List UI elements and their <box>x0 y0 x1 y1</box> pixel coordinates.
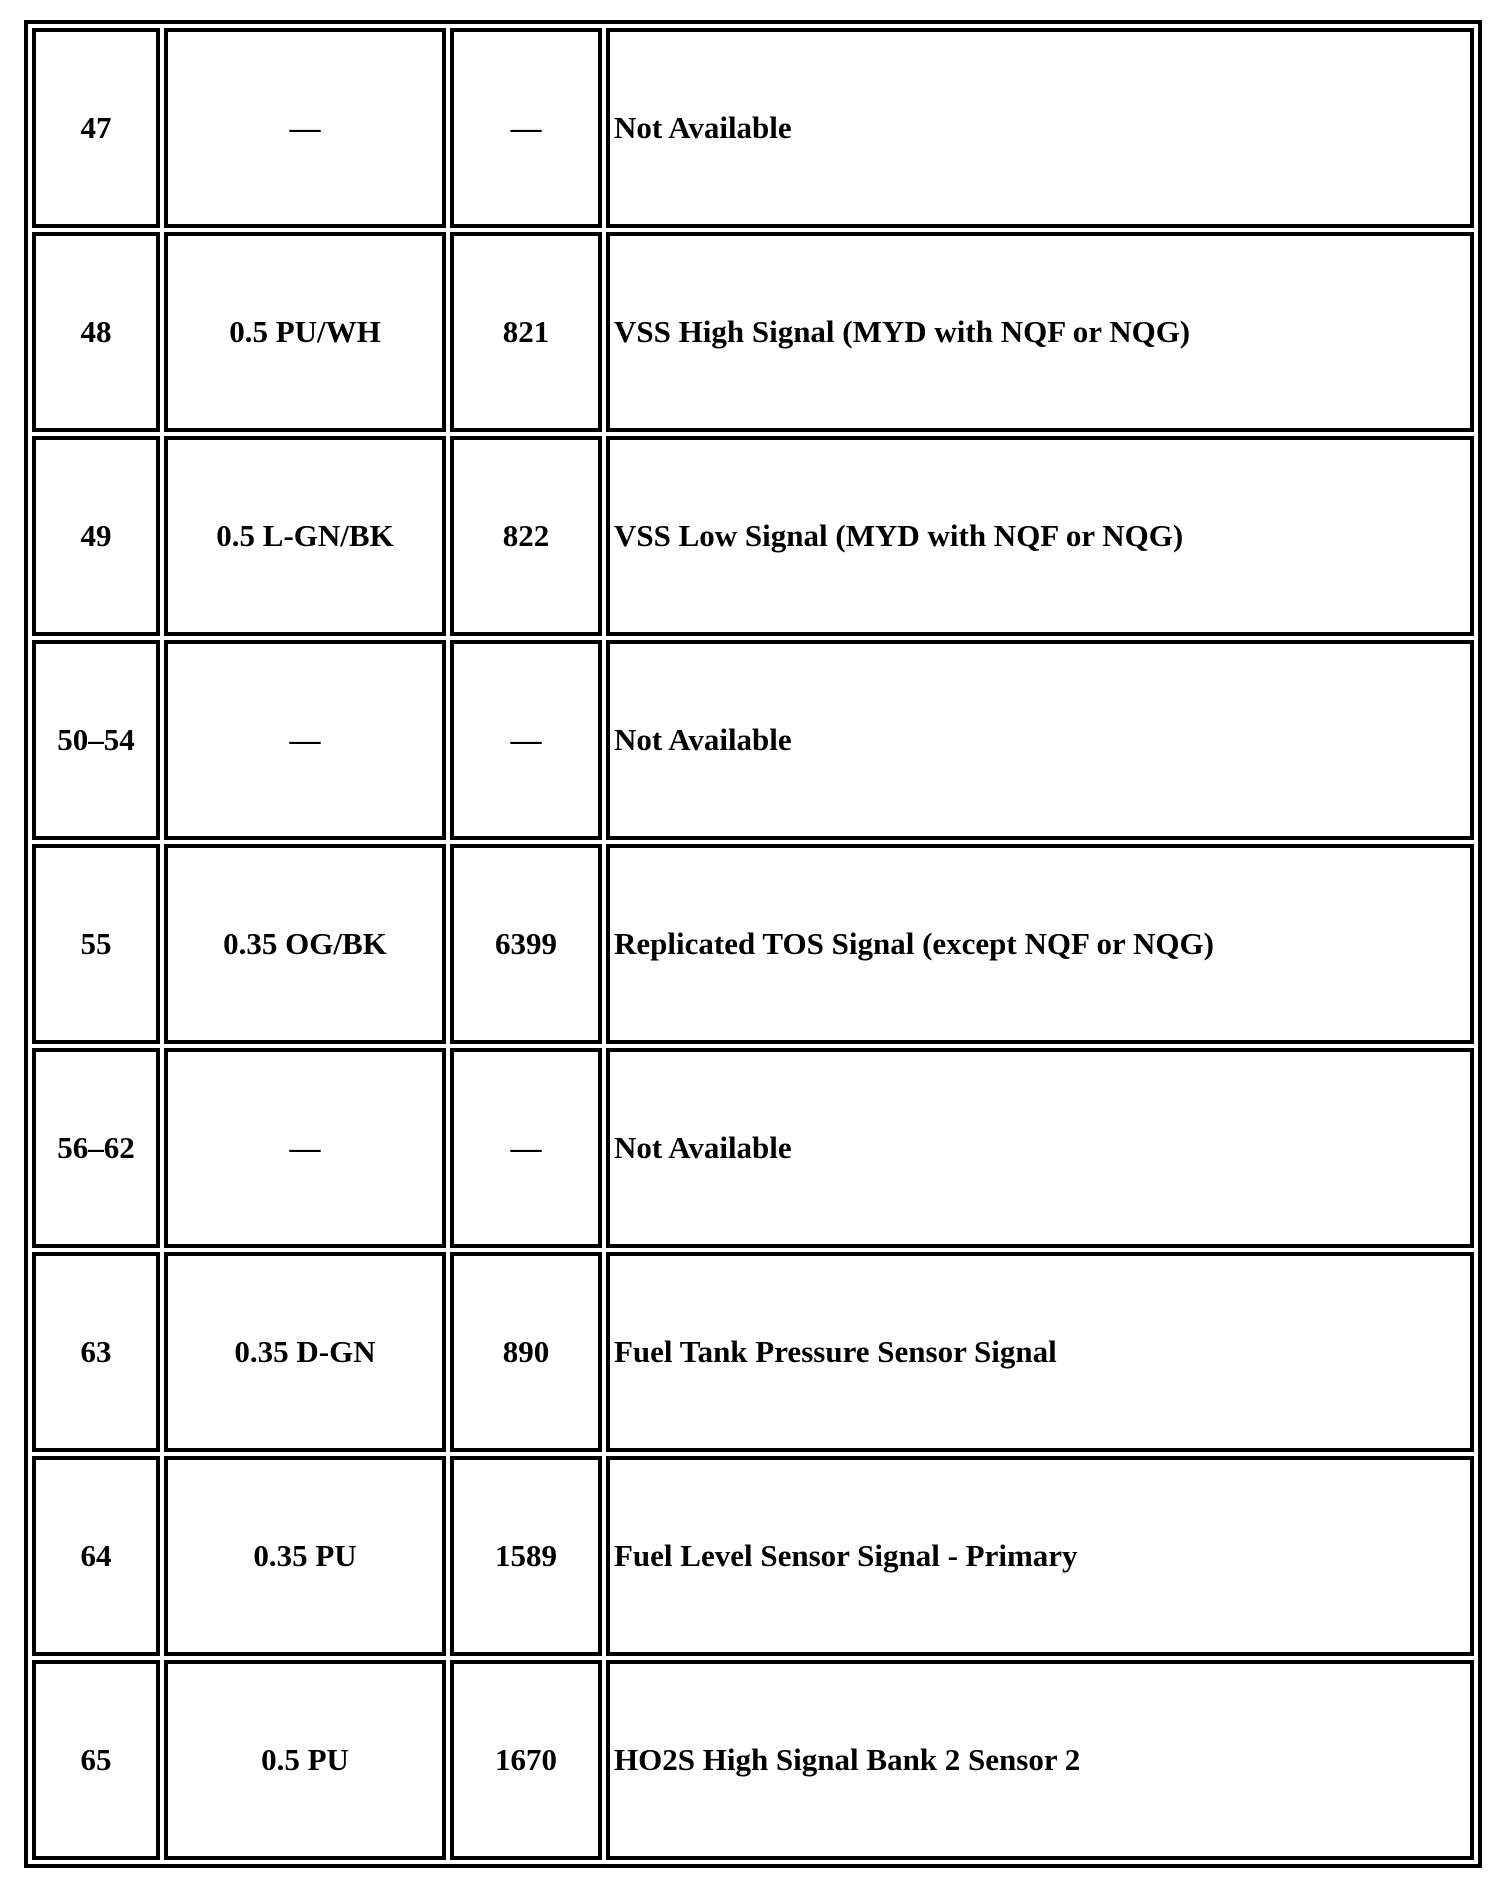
table-row <box>32 1456 1474 1656</box>
function-cell: Replicated TOS Signal (except NQF or NQG) <box>606 844 1474 1044</box>
function-cell: VSS High Signal (MYD with NQF or NQG) <box>606 232 1474 432</box>
circuit-cell: 890 <box>450 1252 602 1452</box>
circuit-cell: 822 <box>450 436 602 636</box>
function-cell: Not Available <box>606 640 1474 840</box>
wire-color-cell: 0.35 PU <box>164 1456 446 1656</box>
wire-color-cell: 0.5 PU <box>164 1660 446 1860</box>
circuit-cell: — <box>450 640 602 840</box>
circuit-cell: 821 <box>450 232 602 432</box>
circuit-cell: 6399 <box>450 844 602 1044</box>
table-row <box>32 1252 1474 1452</box>
table-row <box>32 28 1474 228</box>
table-row <box>32 844 1474 1044</box>
function-cell: VSS Low Signal (MYD with NQF or NQG) <box>606 436 1474 636</box>
circuit-cell: — <box>450 28 602 228</box>
circuit-cell: 1589 <box>450 1456 602 1656</box>
wire-color-cell: 0.5 PU/WH <box>164 232 446 432</box>
function-cell: Fuel Level Sensor Signal - Primary <box>606 1456 1474 1656</box>
wire-color-cell: — <box>164 640 446 840</box>
circuit-cell: 1670 <box>450 1660 602 1860</box>
table-row <box>32 1048 1474 1248</box>
wire-color-cell: 0.35 OG/BK <box>164 844 446 1044</box>
connector-pinout-table <box>24 20 1482 1868</box>
wire-color-cell: 0.5 L-GN/BK <box>164 436 446 636</box>
circuit-cell: — <box>450 1048 602 1248</box>
pin-cell: 63 <box>32 1252 160 1452</box>
function-cell: Fuel Tank Pressure Sensor Signal <box>606 1252 1474 1452</box>
pin-cell: 64 <box>32 1456 160 1656</box>
table-row <box>32 640 1474 840</box>
wire-color-cell: 0.35 D-GN <box>164 1252 446 1452</box>
pin-cell: 49 <box>32 436 160 636</box>
pin-cell: 65 <box>32 1660 160 1860</box>
pin-cell: 47 <box>32 28 160 228</box>
function-cell: HO2S High Signal Bank 2 Sensor 2 <box>606 1660 1474 1860</box>
function-cell: Not Available <box>606 1048 1474 1248</box>
wire-color-cell: — <box>164 1048 446 1248</box>
wire-color-cell: — <box>164 28 446 228</box>
pin-cell: 56–62 <box>32 1048 160 1248</box>
pin-cell: 55 <box>32 844 160 1044</box>
table-row <box>32 1660 1474 1860</box>
function-cell: Not Available <box>606 28 1474 228</box>
pin-cell: 50–54 <box>32 640 160 840</box>
table-row <box>32 436 1474 636</box>
pin-cell: 48 <box>32 232 160 432</box>
table-row <box>32 232 1474 432</box>
